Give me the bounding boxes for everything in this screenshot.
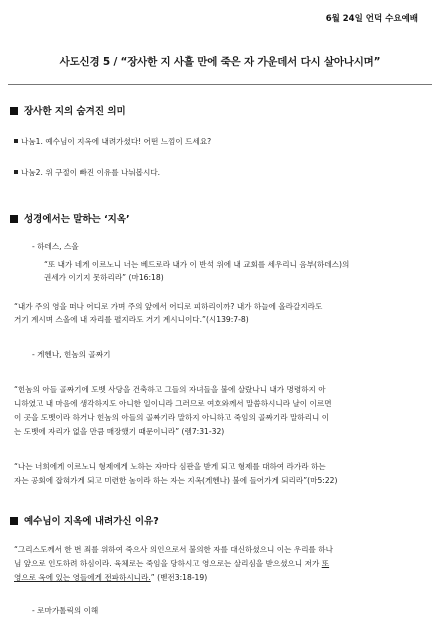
page-title: 사도신경 5 / “장사한 지 사흘 만에 죽은 자 가운데서 다시 살아나시며”	[59, 56, 381, 68]
verse-1peter-3-line-1: “그리스도께서 한 번 죄를 위하여 죽으사 의인으로서 불의한 자를 대신하셨으니 이는 우리를 하나	[14, 545, 333, 554]
verse-jeremiah-7-line-2: 니하였고 내 마음에 생각하지도 아니한 일이니라 그러므로 여호와께서 말씀하시니라 날이 이르면	[14, 399, 332, 408]
section-heading-text: 예수님이 지옥에 내려가신 이유?	[24, 516, 159, 527]
verse-jeremiah-7-line-1: “힌놈의 아들 골짜기에 도벳 사당을 건축하고 그들의 자녀들을 불에 살랐나니 내가 명령하지 아	[14, 385, 326, 394]
square-bullet-icon	[10, 517, 18, 525]
square-bullet-icon	[10, 107, 18, 115]
discussion-item-text: 나눔2. 위 구절이 빠진 이유를 나눠봅시다.	[21, 168, 161, 177]
verse-jeremiah-7-line-4: 는 도벳에 자리가 없을 만큼 매장했기 때문이니라” (렘7:31-32)	[14, 427, 225, 436]
verse-psalm-139-line-2: 거기 계시며 스올에 내 자리를 펼지라도 거기 계시니이다.”(시139:7-8)	[14, 315, 249, 324]
subheading-roman-catholic: - 로마가톨릭의 이해	[32, 606, 99, 615]
section-heading-text: 장사한 지의 숨겨진 의미	[24, 106, 126, 117]
verse-matthew-5-line-2: 자는 공회에 잡혀가게 되고 미련한 놈이라 하는 자는 지옥(게헨나) 불에 들어가게 되리라”(마5:22)	[14, 476, 338, 485]
bullet-icon	[14, 139, 18, 143]
section-heading-hidden-meaning	[10, 103, 126, 117]
verse-matthew-16-line-1: “또 내가 네게 이르노니 너는 베드로라 내가 이 반석 위에 내 교회를 세우리니 음부(하데스)의	[44, 260, 350, 269]
subheading-hades-sheol: - 하데스, 스올	[32, 242, 79, 251]
verse-1peter-3-line-3	[14, 572, 207, 584]
discussion-item-2	[14, 167, 160, 179]
section-heading-hell-in-bible	[10, 211, 130, 225]
title-divider	[8, 84, 432, 85]
section-heading-text: 성경에서는 말하는 ‘지옥’	[24, 214, 130, 225]
verse-matthew-16-line-2: 권세가 이기지 못하리라” (마16:18)	[44, 273, 164, 282]
square-bullet-icon	[10, 215, 18, 223]
underlined-text: 또	[321, 559, 330, 568]
verse-text: 님 앞으로 인도하려 하심이라. 육체로는 죽임을 당하시고 영으로는 살리심을 받으셨으니 저가	[14, 559, 322, 568]
discussion-item-1	[14, 136, 211, 148]
verse-matthew-5-line-1: “나는 너희에게 이르노니 형제에게 노하는 자마다 심판을 받게 되고 형제를 대하여 라가라 하는	[14, 462, 326, 471]
service-date: 6월 24일 언덕 수요예배	[325, 14, 418, 24]
section-heading-why-jesus-descended	[10, 513, 159, 527]
verse-reference: ” (벧전3:18-19)	[150, 573, 208, 582]
verse-1peter-3-line-2	[14, 558, 329, 570]
underlined-text: 영으로 옥에 있는 영들에게 전파하시니라.	[14, 573, 151, 582]
bullet-icon	[14, 170, 18, 174]
verse-jeremiah-7-line-3: 이 곳을 도벳이라 하거나 힌놈의 아들의 골짜기라 말하지 아니하고 죽임의 골짜기라 말하리니 이	[14, 413, 330, 422]
discussion-item-text: 나눔1. 예수님이 지옥에 내려가셨다! 어떤 느낌이 드세요?	[21, 137, 212, 146]
verse-psalm-139-line-1: “내가 주의 영을 떠나 어디로 가며 주의 앞에서 어디로 피하리이까? 내가 하늘에 올라갈지라도	[14, 302, 323, 311]
subheading-gehenna: - 게헨나, 힌놈의 골짜기	[32, 350, 111, 359]
